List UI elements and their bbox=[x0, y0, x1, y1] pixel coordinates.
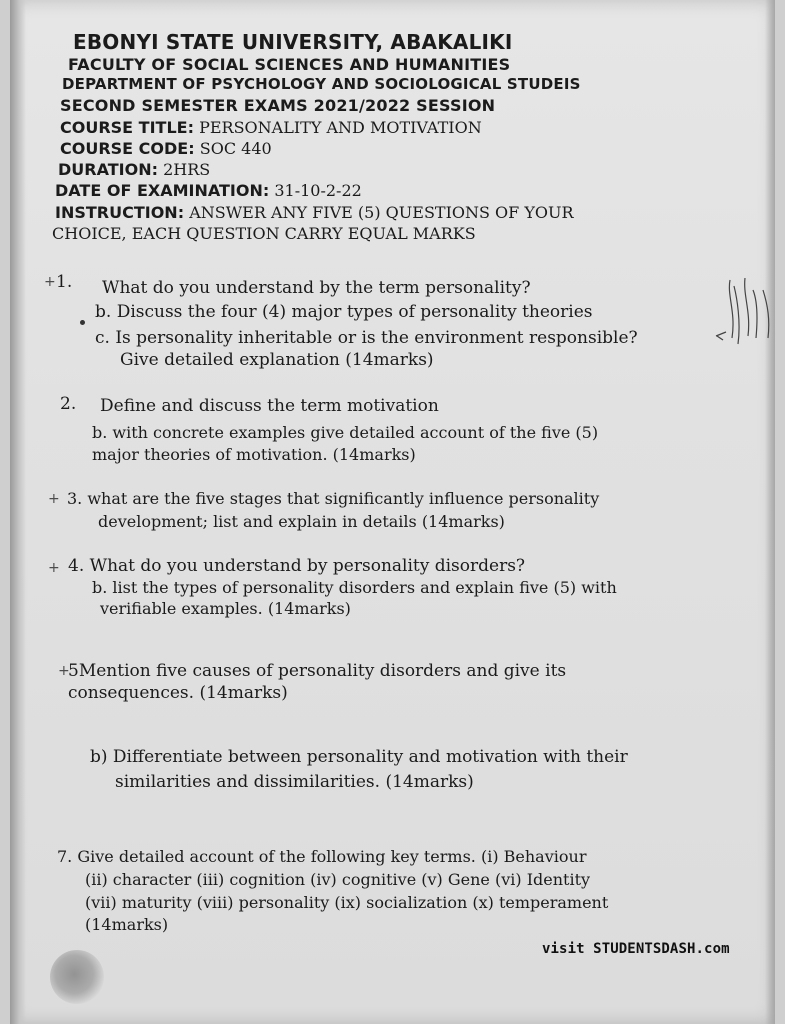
instruction-continuation: CHOICE, EACH QUESTION CARRY EQUAL MARKS bbox=[52, 224, 476, 243]
question-7-line-2: (ii) character (iii) cognition (iv) cognitive (v) Gene (vi) Identity bbox=[85, 870, 591, 889]
watermark-text: visit STUDENTSDASH.com bbox=[542, 941, 730, 957]
instruction-row bbox=[55, 203, 574, 222]
paper-right-shadow bbox=[765, 0, 775, 1024]
question-4-line-3: verifiable examples. (14marks) bbox=[100, 599, 351, 618]
question-6-line-1: b) Differentiate between personality and motivation with their bbox=[90, 747, 628, 767]
date-row bbox=[55, 181, 362, 200]
handwritten-annotation bbox=[714, 278, 772, 348]
question-1-number: 1. bbox=[56, 272, 73, 292]
question-5-line-1: 5Mention five causes of personality disorders and give its bbox=[68, 661, 567, 681]
date-value: 31-10-2-22 bbox=[274, 181, 362, 200]
semester-title: SECOND SEMESTER EXAMS 2021/2022 SESSION bbox=[60, 96, 496, 115]
handwriting-stroke bbox=[729, 278, 768, 344]
course-code-label: COURSE CODE: bbox=[60, 139, 195, 158]
handwriting-bracket bbox=[716, 332, 726, 340]
course-title-value: PERSONALITY AND MOTIVATION bbox=[199, 118, 482, 137]
question-2-line-2: b. with concrete examples give detailed account of the five (5) bbox=[92, 423, 599, 442]
coffee-stain bbox=[50, 950, 104, 1004]
university-title: EBONYI STATE UNIVERSITY, ABAKALIKI bbox=[73, 30, 513, 54]
question-7-line-4: (14marks) bbox=[85, 915, 169, 934]
question-7-line-3: (vii) maturity (viii) personality (ix) socialization (x) temperament bbox=[85, 893, 609, 912]
question-2-line-1: Define and discuss the term motivation bbox=[100, 396, 439, 416]
question-1-bullet bbox=[80, 320, 85, 325]
exam-paper bbox=[10, 0, 775, 1024]
question-4-mark: + bbox=[48, 560, 60, 576]
paper-left-shadow bbox=[10, 0, 26, 1024]
question-1-line-3: c. Is personality inheritable or is the environment responsible? bbox=[95, 328, 638, 348]
duration-value: 2HRS bbox=[163, 160, 211, 179]
course-code-row bbox=[60, 139, 272, 158]
course-code-value: SOC 440 bbox=[199, 139, 272, 158]
faculty-title: FACULTY OF SOCIAL SCIENCES AND HUMANITIES bbox=[68, 55, 511, 74]
question-4-line-1: 4. What do you understand by personality disorders? bbox=[68, 556, 526, 576]
question-7-line-1: 7. Give detailed account of the following key terms. (i) Behaviour bbox=[57, 847, 587, 866]
department-title: DEPARTMENT OF PSYCHOLOGY AND SOCIOLOGICAL STUDEIS bbox=[62, 75, 581, 93]
question-4-line-2: b. list the types of personality disorders and explain five (5) with bbox=[92, 578, 617, 597]
question-3-mark: + bbox=[48, 491, 60, 507]
question-1-line-2: b. Discuss the four (4) major types of personality theories bbox=[95, 302, 593, 322]
question-2-line-3: major theories of motivation. (14marks) bbox=[92, 445, 416, 464]
question-1-line-1: What do you understand by the term personality? bbox=[102, 278, 531, 298]
question-5-mark: + bbox=[58, 663, 70, 679]
question-3-line-1: 3. what are the five stages that significantly influence personality bbox=[67, 489, 600, 508]
question-3-line-2: development; list and explain in details (14marks) bbox=[98, 512, 505, 531]
course-title-row bbox=[60, 118, 482, 137]
instruction-line-1: ANSWER ANY FIVE (5) QUESTIONS OF YOUR bbox=[189, 203, 574, 222]
duration-row bbox=[58, 160, 210, 179]
date-label: DATE OF EXAMINATION: bbox=[55, 181, 270, 200]
question-1-mark: + bbox=[44, 274, 56, 290]
course-title-label: COURSE TITLE: bbox=[60, 118, 194, 137]
question-6-line-2: similarities and dissimilarities. (14marks) bbox=[115, 772, 474, 792]
question-1-line-4: Give detailed explanation (14marks) bbox=[120, 350, 434, 370]
duration-label: DURATION: bbox=[58, 160, 158, 179]
instruction-label: INSTRUCTION: bbox=[55, 203, 185, 222]
question-2-number: 2. bbox=[60, 394, 77, 414]
question-5-line-2: consequences. (14marks) bbox=[68, 683, 288, 703]
